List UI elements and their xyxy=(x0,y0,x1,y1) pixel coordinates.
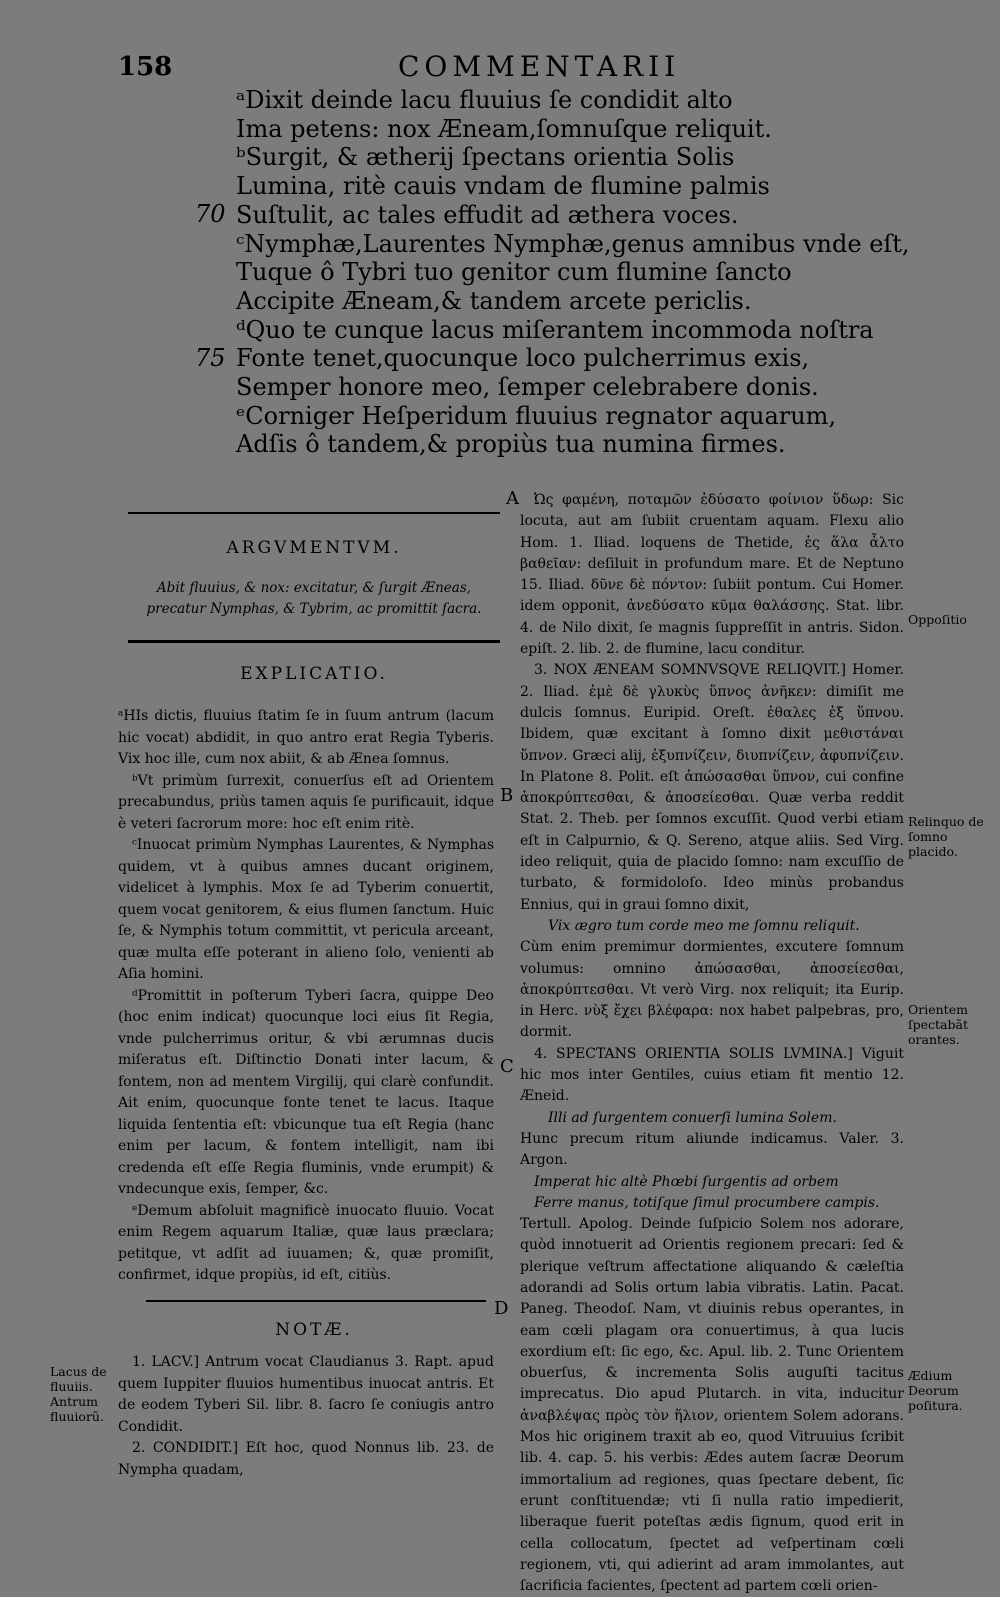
verse-line: ᵉCorniger Heſperidum fluuius regnator aquarum, xyxy=(236,401,837,430)
verse-line: Semper honore meo, ſemper celebrabere donis. xyxy=(236,373,819,402)
verse-number-70: 70 xyxy=(195,200,226,228)
note-paragraph: Cùm enim premimur dormientes, excutere ſomnum volumus: omnino ἀπώσασθαι, ἀποσείεσθαι, ἀποκρύπτεσθαι. Vt verò Virg. nox reliquit; ita Eurip. in Herc. νὺξ ἔχει βλέφαρα: nox habet palpebras, pro, dormit. xyxy=(520,939,904,1041)
notae-paragraph: 2. CONDIDIT.] Eſt hoc, quod Nonnus lib. 23. de Nympha quadam, xyxy=(118,1440,494,1478)
side-note-relinquo: Relinquo de ſomno placido. xyxy=(908,814,984,859)
quoted-verse: Imperat hic altè Phœbi ſurgentis ad orbem xyxy=(534,1173,839,1190)
notae-heading: NOTÆ. xyxy=(275,1320,353,1340)
quoted-verse: Ferre manus, totiſque ſimul procumbere campis. xyxy=(534,1194,880,1211)
verse-line: Ima petens: nox Æneam,ſomnuſque reliquit. xyxy=(236,114,772,143)
explicatio-text xyxy=(118,706,494,1287)
margin-letter-d: D xyxy=(494,1298,509,1319)
note-paragraph: 4. SPECTANS ORIENTIA SOLIS LVMINA.] Viguit hic mos inter Gentiles, cuius etiam fit mentio 12. Æneid. xyxy=(520,1045,904,1105)
notae-top-rule xyxy=(146,1300,486,1302)
explicatio-paragraph: ᵉDemum abſoluit magnificè inuocato fluuio. Vocat enim Regem aquarum Italiæ, quæ laus præclara; petitque, vt adſit ad iuuamen; &, quæ promiſit, confirmet, idque propiùs, id eſt, citiùs. xyxy=(118,1202,494,1283)
verse-block xyxy=(236,86,956,459)
verse-line: Adſis ô tandem,& propiùs tua numina firmes. xyxy=(236,430,786,459)
side-note-lacus: Lacus de fluuiis. Antrum fluuiorũ. xyxy=(50,1364,107,1424)
margin-letter-c: C xyxy=(500,1056,514,1077)
side-note-aedium: Ædium Deorum poſitura. xyxy=(908,1368,963,1413)
quoted-verse: Vix ægro tum corde meo me ſomnu reliquit. xyxy=(548,917,860,934)
argumentum-text: Abit fluuius, & nox: excitatur, & ſurgit Æneas, precatur Nymphas, & Tybrim, ac promittit ſacra. xyxy=(146,580,482,617)
verse-line: Fonte tenet,quocunque loco pulcherrimus exis, xyxy=(236,344,810,373)
margin-letter-a: A xyxy=(506,488,519,509)
verse-line: ᵈQuo te cunque lacus miſerantem incommoda noſtra xyxy=(236,315,874,344)
explicatio-paragraph: ᵇVt primùm ſurrexit, conuerſus eſt ad Orientem precabundus, priùs tamen aquis ſe purificauit, idque è veteri ſacrorum more: hoc eſt enim ritè. xyxy=(118,772,494,832)
argumentum-heading: ARGVMENTVM. xyxy=(226,538,402,558)
explicatio-paragraph: ᵃHIs dictis, fluuius ſtatim ſe in ſuum antrum (lacum hic vocat) abdidit, in quo antro erat Regia Tyberis. Vix hoc ille, cum nox abiit, & ab Ænea ſomnus. xyxy=(118,708,494,767)
verse-line: Suſtulit, ac tales effudit ad æthera voces. xyxy=(236,200,739,229)
verse-line: Lumina, ritè cauis vndam de flumine palmis xyxy=(236,172,770,201)
notae-text xyxy=(118,1352,494,1481)
side-note-oppositio: Oppoſitio xyxy=(908,612,967,627)
verse-line: ᵇSurgit, & ætherij ſpectans orientia Solis xyxy=(236,143,735,172)
verse-line: ᵃDixit deinde lacu fluuius ſe condidit alto xyxy=(236,86,733,114)
explicatio-paragraph: ᶜInuocat primùm Nymphas Laurentes, & Nymphas quidem, vt à quibus amnes ducant originem, videlicet à lymphis. Mox ſe ad Tyberim conuertit, quem vocat genitorem, & eius flumen ſanctum. Huic ſe, & Nymphis totum committit, vt pericula arceant, quæ multa eſſe poterant in alieno ſolo, venienti ab Aſia homini. xyxy=(118,837,494,982)
explicatio-top-rule xyxy=(128,640,500,643)
running-head: COMMENTARII xyxy=(398,50,681,83)
verse-line: Accipite Æneam,& tandem arcete periclis. xyxy=(236,286,752,315)
quoted-verse: Illi ad ſurgentem conuerſi lumina Solem. xyxy=(548,1109,837,1126)
note-paragraph: 3. NOX ÆNEAM SOMNVSQVE RELIQVIT.] Homer. 2. Iliad. ἐμὲ δὲ γλυκὺς ὕπνος ἀνῆκεν: dimiſit me dulcis ſomnus. Euripid. Oreſt. ἐθαλες ἐξ ὕπνου. Ibidem, quæ excitant à ſomno dixit μεθιστάναι ὕπνον. Græci alij, ἐξυπνίζειν, διυπνίζειν, ἀφυπνίζειν. In Platone 8. Polit. eſt ἀπώσασθαι ὕπνον, cui confine ἀποκρύπτεσθαι, & ἀποσείεσθαι. Quæ verba reddit Stat. 2. Theb. per ſomnos excuſſit. Quod verbi etiam eſt in Calpurnio, & Q. Sereno, atque aliis. Sed Virg. ideo reliquit, quia de placido ſomno: nam excuſſio de turbato, & formidoloſo. Ideo minùs probandus Ennius, qui in graui ſomno dixit, xyxy=(520,662,904,913)
verse-number-75: 75 xyxy=(195,344,226,372)
note-paragraph: Tertull. Apolog. Deinde ſuſpicio Solem nos adorare, quòd innotuerit ad Orientis regionem precari: ſed & plerique veſtrum affectatione aliquando & cæleſtia adorandi ad Solis ortum labia vibratis. Latin. Pacat. Paneg. Theodoſ. Nam, vt diuinis rebus operantes, in eam cœli plagam ora conuertimus, à qua lucis exordium eſt: ſic ego, &c. Apul. lib. 2. Tunc Orientem obuerſus, & incrementa Solis auguſti tacitus imprecatus. Dio apud Plutarch. in vita, inducitur ἀναβλέψας πρὸς τὸν ἥλιον, orientem Solem adorans. Mos hic originem traxit ab eo, quod Vitruuius ſcribit lib. 4. cap. 5. his verbis: Ædes autem ſacræ Deorum immortalium ad regiones, quas ſpectare debent, ſic erunt conſtituendæ; vti ſi nulla ratio impedierit, liberaque fuerit poteſtas ædis ſignum, quod erit in cella collocatum, ſpectet ad veſpertinam cœli regionem, vti, qui adierint ad aram immolantes, aut ſacrificia facientes, ſpectent ad partem cœli orien- xyxy=(520,1216,904,1595)
explicatio-heading: EXPLICATIO. xyxy=(240,664,388,684)
notae-paragraph: 1. LACV.] Antrum vocat Claudianus 3. Rapt. apud quem Iuppiter fluuios humentibus inuocat antris. Et de eodem Tyberi Sil. libr. 8. ſacro ſe coniugis antro Condidit. xyxy=(118,1354,494,1435)
page-number: 158 xyxy=(118,52,173,82)
side-note-orientem: Orientem ſpectabãt orantes. xyxy=(908,1002,968,1047)
note-paragraph: Ὠς φαμένη, ποταμῶν ἐδύσατο φοίνιον ὕδωρ: Sic locuta, aut am ſubiit cruentam aquam. Flexu alio Hom. 1. Iliad. loquens de Thetide, ἐς ἅλα ἆλτο βαθεῖαν: deſiluit in profundum mare. Et de Neptuno 15. Iliad. δῦνε δὲ πόντον: ſubiit pontum. Cui Homer. idem opponit, ἀνεδύσατο κῦμα θαλάσσης. Stat. libr. 4. de Nilo dixit, ſe magnis ſuppreſſit in antris. Sidon. epiſt. 2. lib. 2. de flumine, lacu conditur. xyxy=(520,492,904,658)
argumentum-top-rule xyxy=(128,512,500,514)
verse-line: Tuque ô Tybri tuo genitor cum flumine ſancto xyxy=(236,258,792,287)
explicatio-paragraph: ᵈPromittit in poſterum Tyberi ſacra, quippe Deo (hoc enim indicat) quocunque loci eius ſit Regia, vnde pulcherrimus oritur, & vbi ærumnas ducis miſeratus eſt. Diſtinctio Donati inter lacum, & fontem, non ad mentem Virgilij, qui clarè confundit. Ait enim, quocunque fonte tenet te lacus. Itaque liquida ſententia eſt: vbicunque tua eſt Regia (hanc enim per lacum, & fontem intelligit, nam ibi credenda eſt eſſe Regia fluminis, vnde erumpit) & vndecunque exis, ſemper, &c. xyxy=(118,987,494,1197)
note-paragraph: Hunc precum ritum aliunde indicamus. Valer. 3. Argon. xyxy=(520,1130,904,1169)
margin-letter-b: B xyxy=(500,785,514,806)
verse-line: ᶜNymphæ,Laurentes Nymphæ,genus amnibus vnde eſt, xyxy=(236,229,910,258)
notes-right-column xyxy=(520,490,904,1597)
